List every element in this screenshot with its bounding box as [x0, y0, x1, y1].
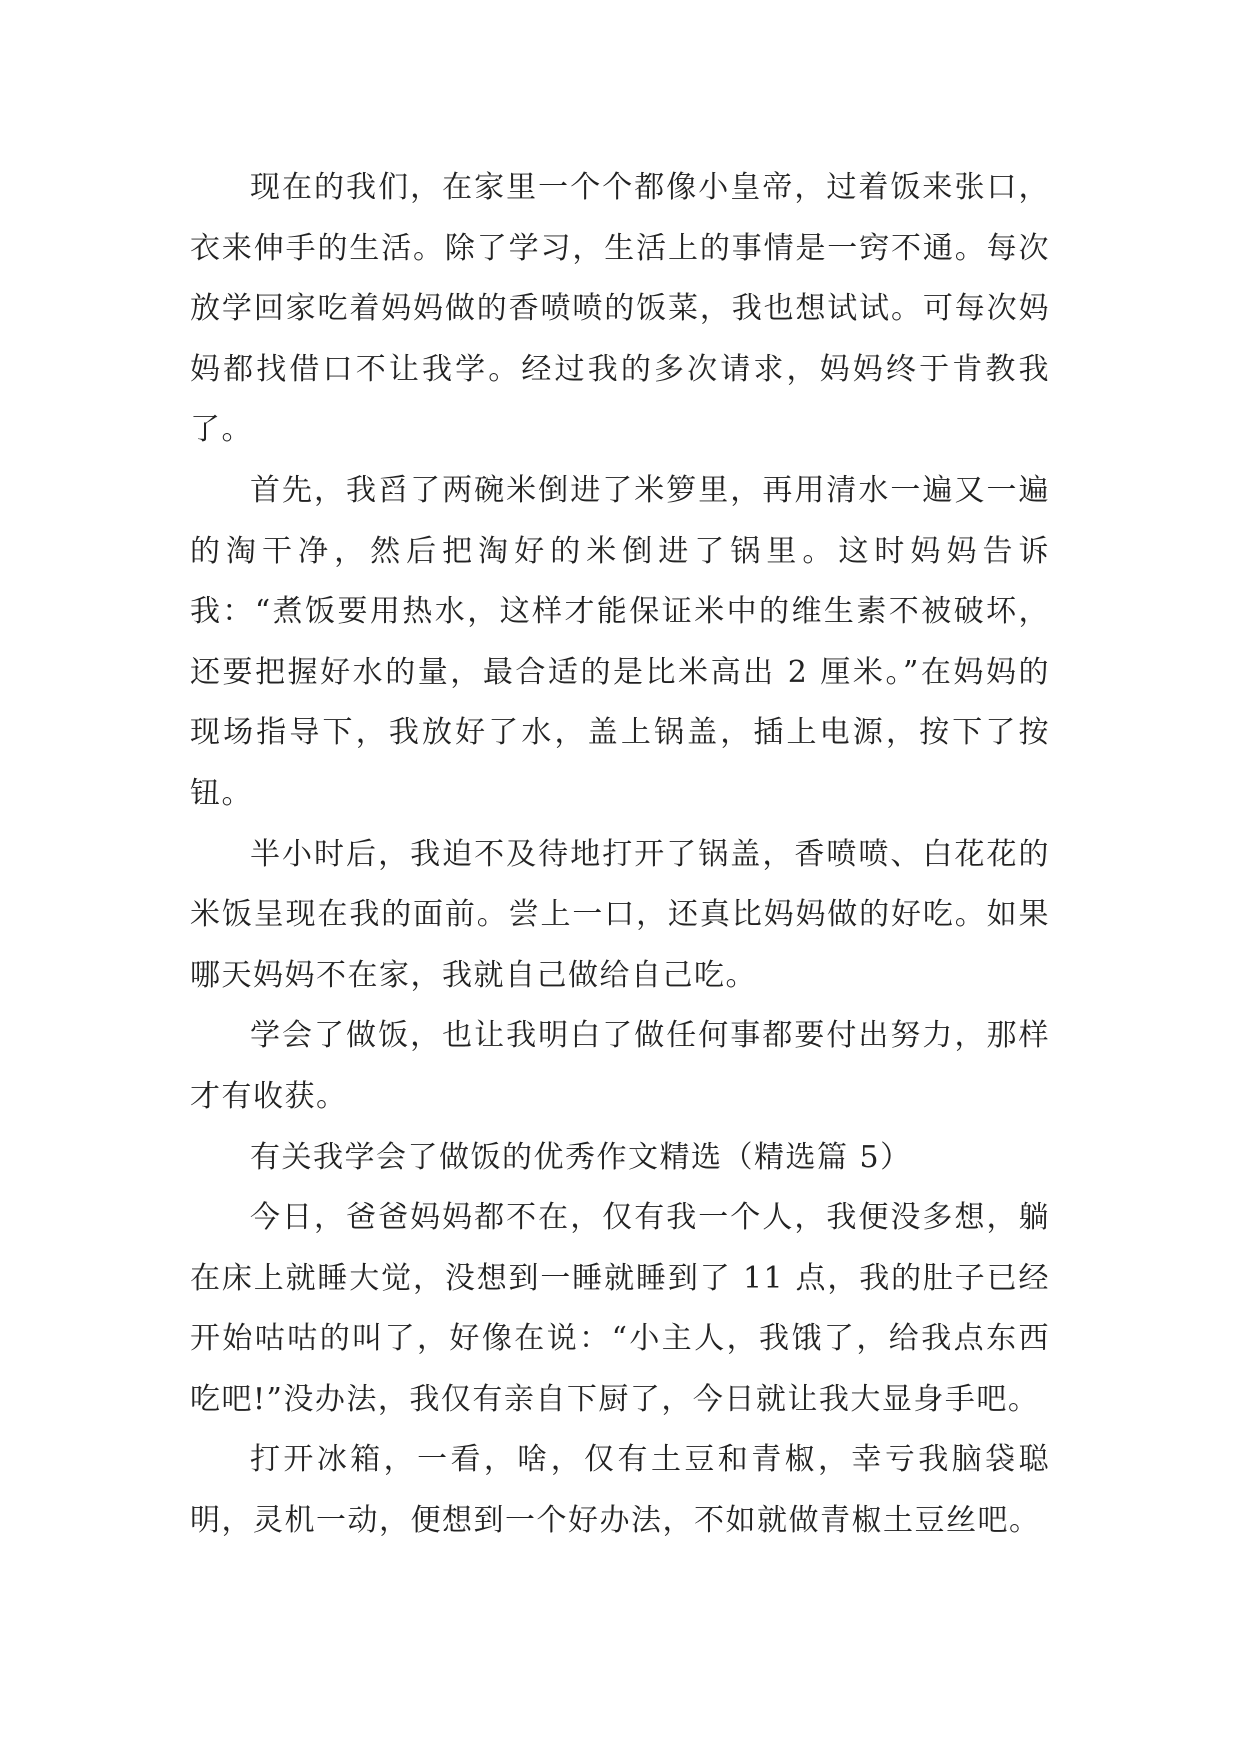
paragraph: 学会了做饭，也让我明白了做任何事都要付出努力，那样才有收获。 [190, 1018, 1050, 1114]
paragraph: 首先，我舀了两碗米倒进了米箩里，再用清水一遍又一遍的淘干净，然后把淘好的米倒进了锅里。这时妈妈告诉我：“煮饭要用热水，这样才能保证米中的维生素不被破坏，还要把握好水的量，最合适的是比米高出 2 厘米。”在妈妈的现场指导下，我放好了水，盖上锅盖，插上电源，按下了按钮。 [190, 472, 1050, 811]
paragraph: 半小时后，我迫不及待地打开了锅盖，香喷喷、白花花的米饭呈现在我的面前。尝上一口，还真比妈妈做的好吃。如果哪天妈妈不在家，我就自己做给自己吃。 [190, 836, 1050, 993]
essay-body [190, 158, 1050, 1552]
paragraph: 现在的我们，在家里一个个都像小皇帝，过着饭来张口，衣来伸手的生活。除了学习，生活上的事情是一窍不通。每次放学回家吃着妈妈做的香喷喷的饭菜，我也想试试。可每次妈妈都找借口不让我学。经过我的多次请求，妈妈终于肯教我了。 [190, 170, 1050, 448]
paragraph: 打开冰箱，一看，啥，仅有土豆和青椒，幸亏我脑袋聪明，灵机一动，便想到一个好办法，不如就做青椒土豆丝吧。 [190, 1442, 1050, 1539]
section-heading: 有关我学会了做饭的优秀作文精选（精选篇 5） [250, 1139, 912, 1175]
paragraph: 今日，爸爸妈妈都不在，仅有我一个人，我便没多想，躺在床上就睡大觉，没想到一睡就睡到了 11 点，我的肚子已经开始咕咕的叫了，好像在说：“小主人，我饿了，给我点东西吃吧!”没办法，我仅有亲自下厨了，今日就让我大显身手吧。 [190, 1200, 1050, 1417]
